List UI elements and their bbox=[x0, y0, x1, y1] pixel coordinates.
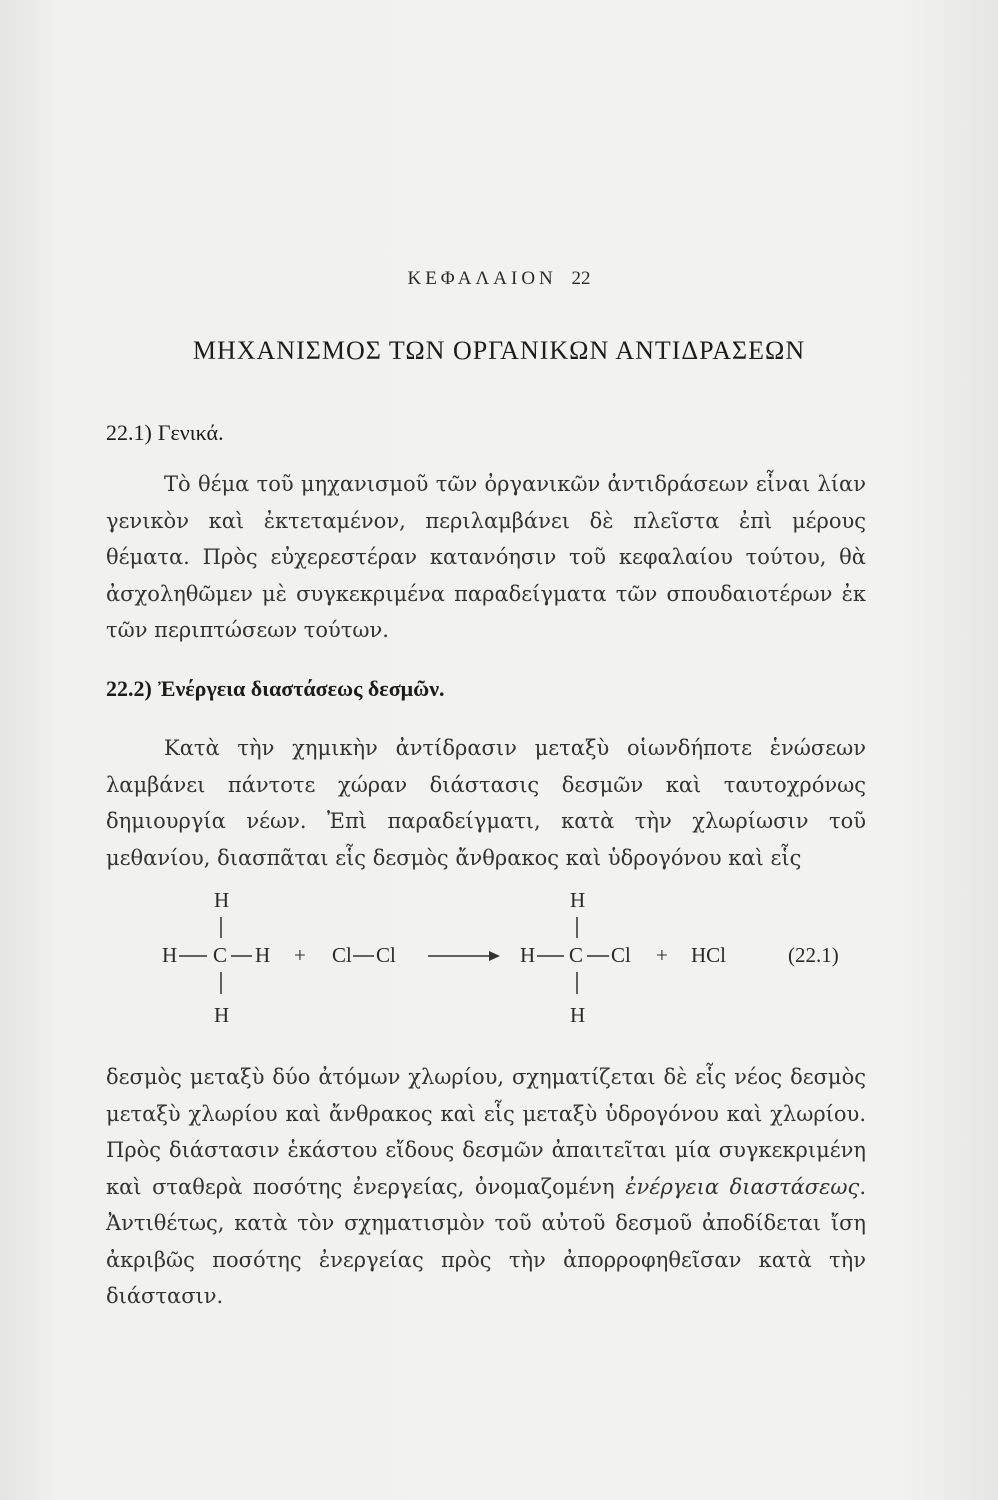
methane-carbon: C bbox=[213, 943, 228, 967]
product-bottom-h: H bbox=[570, 1003, 586, 1027]
chlorine-left: Cl bbox=[332, 943, 352, 967]
product-chlorine: Cl bbox=[611, 943, 631, 967]
chapter-label bbox=[0, 268, 998, 290]
section-heading-general bbox=[106, 420, 224, 446]
section-title: Γενικά. bbox=[157, 420, 224, 445]
paragraph-general: Τὸ θέμα τοῦ μηχανισμοῦ τῶν ὀργανικῶν ἀντιδράσεων εἶναι λίαν γενικὸν καὶ ἐκτεταμένον, περιλαμβάνει δὲ πλεῖστα ἐπὶ μέρους θέματα. Πρὸς εὐχερεστέραν κατανόησιν τοῦ κεφαλαίου τούτου, θὰ ἀσχοληθῶμεν μὲ συγκεκριμένα παραδείγματα τῶν σπουδαιοτέρων ἐκ τῶν περιπτώσεων τούτων. bbox=[106, 472, 866, 642]
paragraph-text-after-term: . Ἀντιθέτως, κατὰ τὸν σχηματισμὸν τοῦ αὐτοῦ δεσμοῦ ἀποδίδεται ἴση ἀκριβῶς ποσότης ἐνεργείας πρὸς τὴν ἀπορροφηθεῖσαν κατὰ τὴν διάστασιν. bbox=[106, 1174, 866, 1308]
chapter-number: 22 bbox=[571, 268, 591, 289]
methane-left-h: H bbox=[162, 943, 178, 967]
product-top-h: H bbox=[570, 888, 586, 912]
methane-bottom-h: H bbox=[214, 1003, 230, 1027]
equation-number: (22.1) bbox=[788, 943, 839, 967]
hydrogen-chloride: HCl bbox=[691, 943, 727, 967]
section-number: 22.1) bbox=[106, 420, 152, 445]
product-carbon: C bbox=[569, 943, 584, 967]
equation-figure bbox=[106, 880, 866, 1030]
reaction-arrow-head bbox=[489, 951, 500, 961]
paragraph-bond-energy: Κατὰ τὴν χημικὴν ἀντίδρασιν μεταξὺ οἱωνδήποτε ἑνώσεων λαμβάνει πάντοτε χώραν διάστασις δεσμῶν καὶ ταυτοχρόνως δημιουργία νέων. Ἐπὶ παραδείγματι, κατὰ τὴν χλωρίωσιν τοῦ μεθανίου, διασπᾶται εἷς δεσμὸς ἄνθρακος καὶ ὑδρογόνου καὶ εἷς bbox=[106, 736, 866, 870]
section-heading-bond-energy bbox=[106, 676, 445, 702]
paragraph-bond-energy-continued bbox=[106, 1059, 866, 1315]
chemical-equation bbox=[106, 880, 866, 1030]
chapter-title: ΜΗΧΑΝΙΣΜΟΣ ΤΩΝ ΟΡΓΑΝΙΚΩΝ ΑΝΤΙΔΡΑΣΕΩΝ bbox=[192, 336, 806, 365]
paragraph-text-before-term: δεσμὸς μεταξὺ δύο ἀτόμων χλωρίου, σχηματίζεται δὲ εἷς νέος δεσμὸς μεταξὺ χλωρίου καὶ ἄνθρακος καὶ εἷς μεταξὺ ὑδρογόνου καὶ χλωρίου. Πρὸς διάστασιν ἑκάστου εἴδους δεσμῶν ἀπαιτεῖται μία συγκεκριμένη καὶ σταθερὰ ποσότης ἐνεργείας, ὀνομαζομένη bbox=[106, 1065, 866, 1199]
methane-right-h: H bbox=[255, 943, 271, 967]
product-left-h: H bbox=[520, 943, 536, 967]
term-dissociation-energy: ἐνέργεια διαστάσεως bbox=[625, 1174, 860, 1199]
plus-sign-1: + bbox=[294, 943, 306, 967]
chlorine-right: Cl bbox=[376, 943, 396, 967]
chapter-word: ΚΕΦΑΛΑΙΟΝ bbox=[407, 268, 557, 289]
section-title: Ἐνέργεια διαστάσεως δεσμῶν. bbox=[157, 676, 445, 701]
methane-top-h: H bbox=[214, 888, 230, 912]
plus-sign-2: + bbox=[656, 943, 668, 967]
section-number: 22.2) bbox=[106, 676, 152, 701]
